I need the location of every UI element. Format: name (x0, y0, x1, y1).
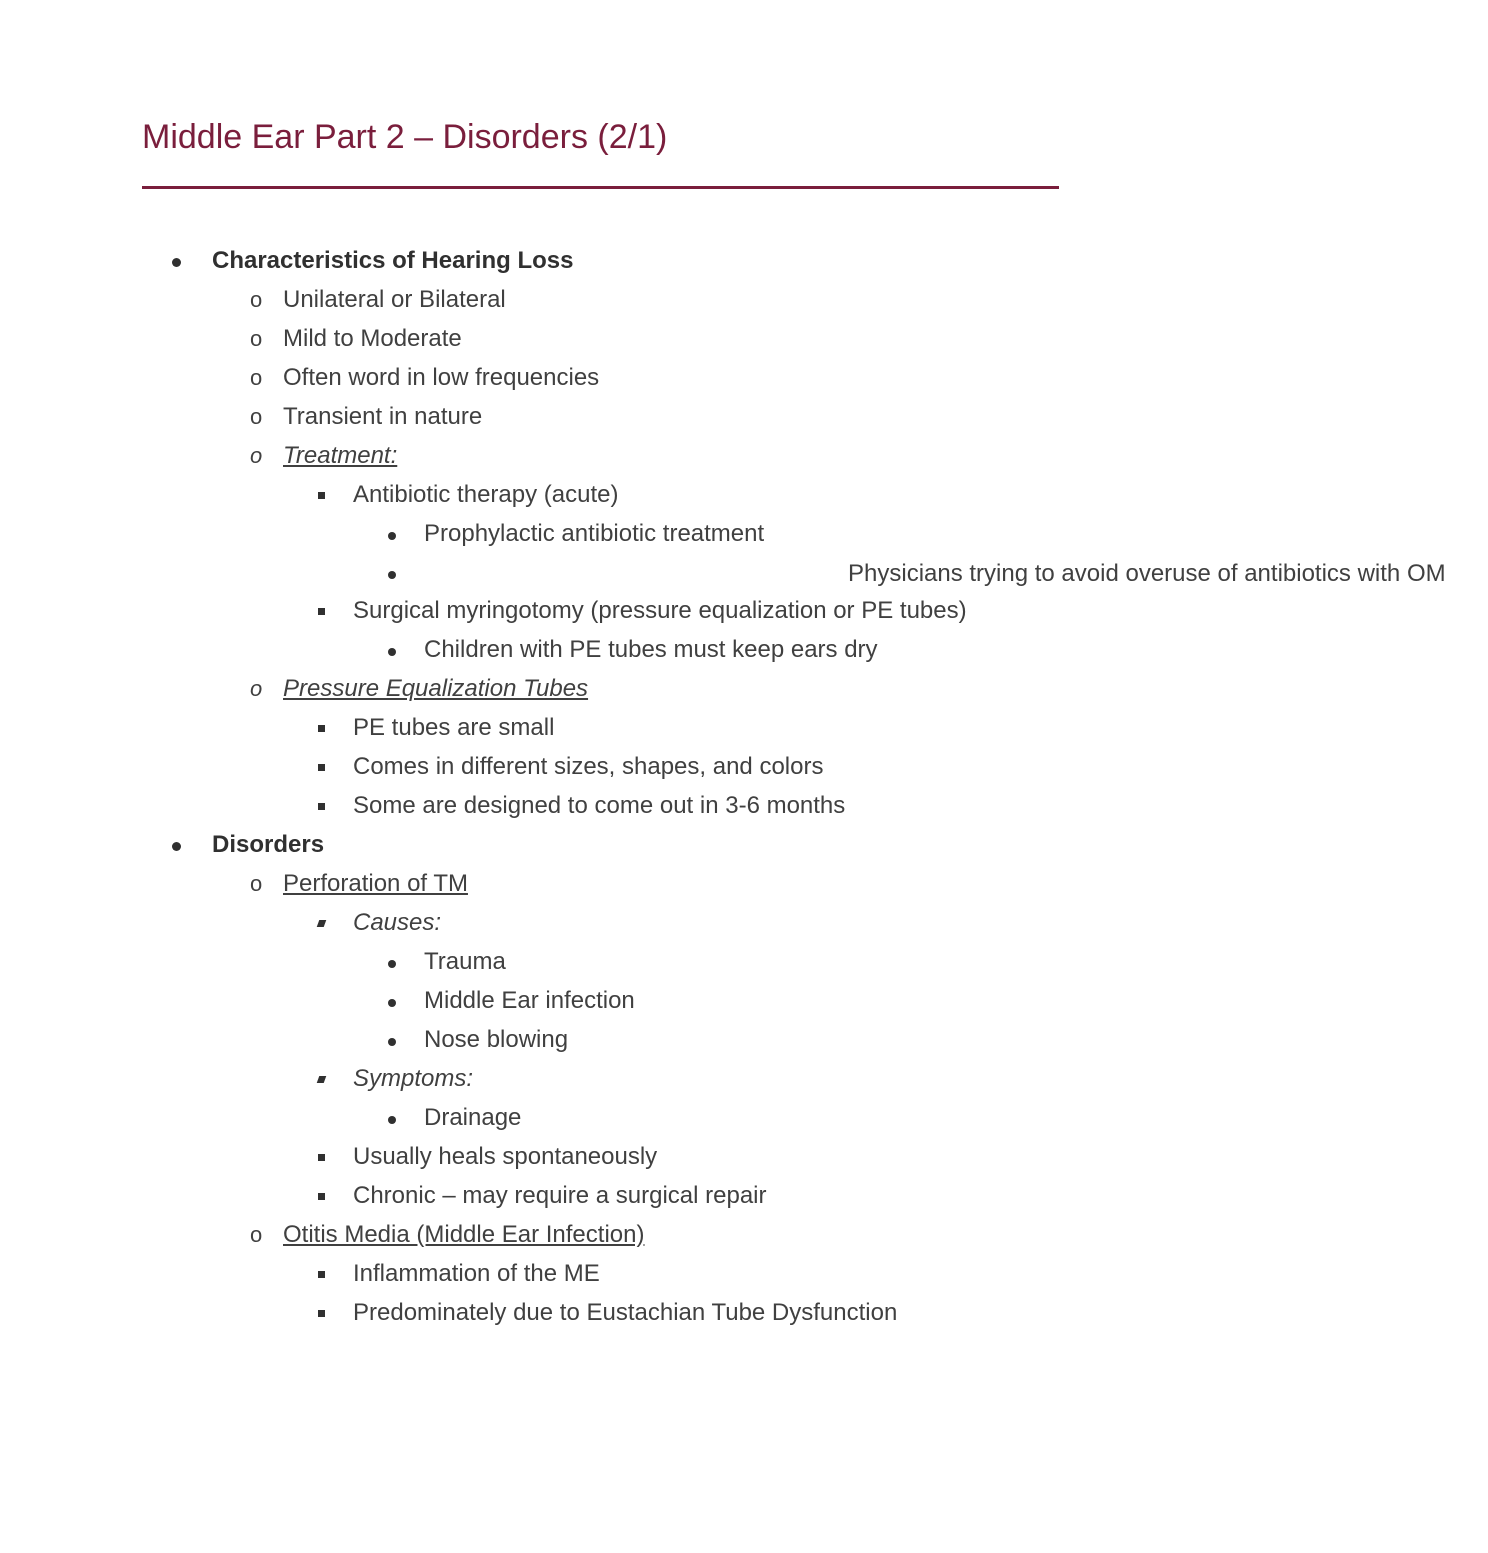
title-rule (142, 186, 1059, 189)
list-item-text: Physicians trying to avoid overuse of antibiotics with OM (848, 560, 1446, 587)
circle-bullet-icon: o (250, 676, 263, 701)
list-item-text: Pressure Equalization Tubes (283, 675, 589, 702)
list-item-text: Chronic – may require a surgical repair (353, 1182, 767, 1209)
list-item-text: Drainage (424, 1104, 522, 1131)
square-bullet-icon (318, 1256, 325, 1292)
list-item (0, 1295, 1200, 1334)
list-item-text: Some are designed to come out in 3-6 months (353, 792, 846, 819)
square-bullet-icon (318, 749, 325, 785)
circle-bullet-icon: o (250, 1222, 263, 1247)
list-item-text: Comes in different sizes, shapes, and colors (353, 753, 824, 780)
page-title: Middle Ear Part 2 – Disorders (2/1) (142, 118, 668, 156)
list-item (0, 788, 1200, 827)
outline (0, 243, 1446, 1334)
list-item (0, 749, 1200, 788)
circle-bullet-icon: o (250, 287, 263, 312)
list-item (0, 438, 1200, 477)
list-item-text: Perforation of TM (283, 870, 468, 897)
list-item-text: Antibiotic therapy (acute) (353, 481, 619, 508)
list-item (0, 866, 1200, 905)
list-item (0, 321, 1200, 360)
square-bullet-icon (318, 1295, 325, 1331)
list-item-text: Symptoms: (353, 1065, 474, 1092)
list-item-text: Treatment: (283, 442, 398, 469)
circle-bullet-icon: o (250, 443, 263, 468)
list-item (0, 399, 1200, 438)
list-item-text: Usually heals spontaneously (353, 1143, 658, 1170)
list-item-text: Surgical myringotomy (pressure equalization or PE tubes) (353, 597, 967, 624)
square-bullet-icon (318, 477, 325, 513)
list-item-text: Predominately due to Eustachian Tube Dysfunction (353, 1299, 898, 1326)
square-bullet-icon (318, 788, 325, 824)
bullet-icon (388, 1100, 396, 1136)
bullet-icon (388, 1022, 396, 1058)
list-item-text: Middle Ear infection (424, 987, 635, 1014)
list-item-text: Trauma (424, 948, 506, 975)
list-item (0, 593, 1200, 632)
list-item (0, 1100, 1200, 1139)
list-item (0, 1217, 1200, 1256)
bullet-icon (388, 632, 396, 668)
bullet-icon (388, 944, 396, 980)
square-bullet-icon (318, 1061, 325, 1097)
list-item-text: PE tubes are small (353, 714, 555, 741)
list-item-text: Nose blowing (424, 1026, 569, 1053)
square-bullet-icon (318, 1139, 325, 1175)
list-item (0, 1022, 1200, 1061)
circle-bullet-icon: o (250, 871, 263, 896)
list-item-text: Mild to Moderate (283, 325, 462, 352)
list-item (0, 1178, 1200, 1217)
list-item (0, 1061, 1200, 1100)
list-item (0, 477, 1200, 516)
circle-bullet-icon: o (250, 404, 263, 429)
list-item (0, 360, 1200, 399)
list-item-text: Prophylactic antibiotic treatment (424, 520, 765, 547)
list-item-text: Inflammation of the ME (353, 1260, 600, 1287)
list-item (0, 516, 1200, 555)
list-item-text: Transient in nature (283, 403, 483, 430)
list-item (0, 827, 1200, 866)
list-item-text: Causes: (353, 909, 442, 936)
circle-bullet-icon: o (250, 365, 263, 390)
square-bullet-icon (318, 710, 325, 746)
list-item (0, 944, 1200, 983)
bullet-icon (388, 983, 396, 1019)
list-item (0, 1256, 1200, 1295)
square-bullet-icon (318, 593, 325, 629)
list-item-text: Often word in low frequencies (283, 364, 600, 391)
square-bullet-icon (318, 1178, 325, 1214)
section-heading: Characteristics of Hearing Loss (212, 247, 574, 274)
list-item-text: Otitis Media (Middle Ear Infection) (283, 1221, 645, 1248)
bullet-icon (172, 827, 181, 863)
list-item (0, 243, 1200, 282)
list-item (0, 671, 1200, 710)
list-item (0, 1139, 1200, 1178)
list-item (0, 282, 1200, 321)
bullet-icon (388, 555, 396, 591)
list-item (0, 983, 1200, 1022)
circle-bullet-icon: o (250, 326, 263, 351)
square-bullet-icon (318, 905, 325, 941)
bullet-icon (172, 243, 181, 279)
list-item (0, 555, 1446, 593)
list-item (0, 710, 1200, 749)
list-item-text: Children with PE tubes must keep ears dry (424, 636, 878, 663)
section-heading: Disorders (212, 831, 325, 858)
list-item (0, 905, 1200, 944)
list-item (0, 632, 1200, 671)
bullet-icon (388, 516, 396, 552)
list-item-text: Unilateral or Bilateral (283, 286, 506, 313)
